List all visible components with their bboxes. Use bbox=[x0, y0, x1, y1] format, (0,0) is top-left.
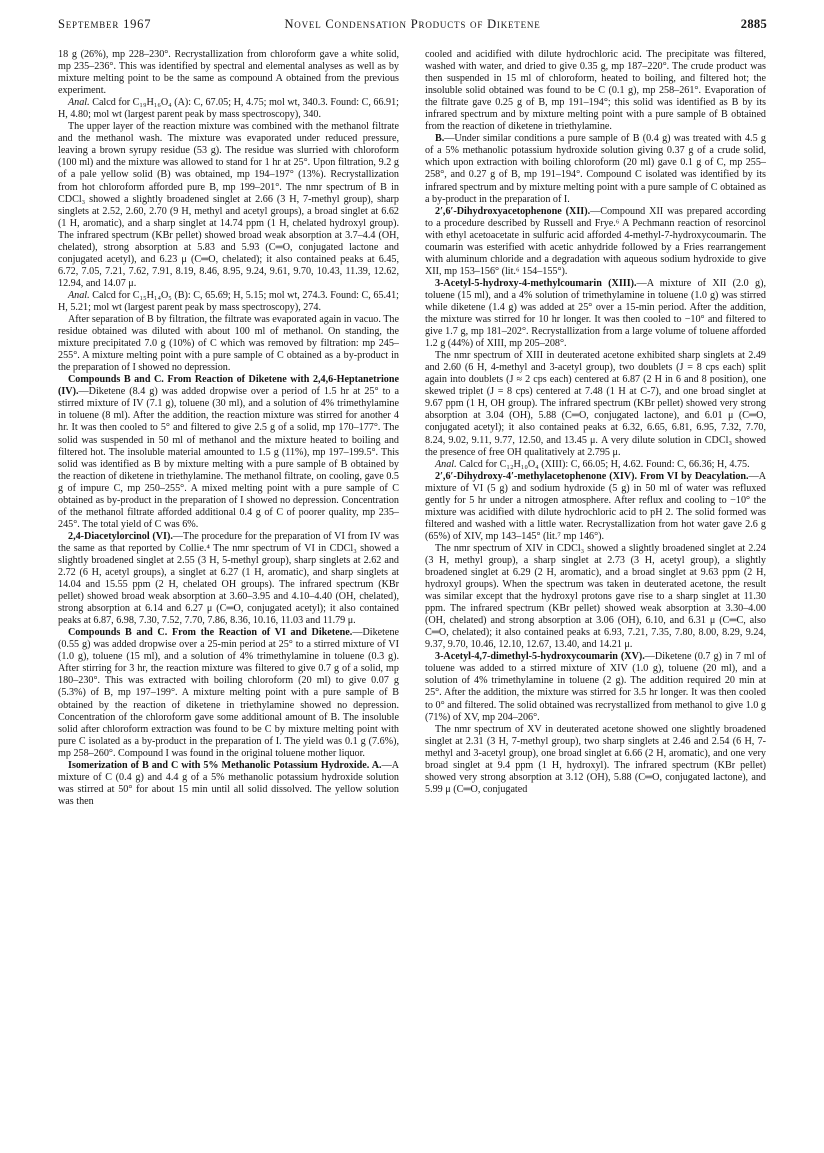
paragraph bbox=[425, 651, 766, 723]
header-date: September 1967 bbox=[58, 17, 152, 31]
paragraph-text: —Under similar conditions a pure sample of B (0.4 g) was treated with 4.5 g of a 5% methanolic potassium hydroxide solution giving 0.37 g of a crude solid, which upon extraction with boiling chloroform (20 ml) gave 0.1 g of C, mp 255–258°, and 0.27 g of B, mp 191–194°. Compound C isolated was identified by its infrared spectrum and by mixture melting point with a pure sample of C obtained as a by-product in the preparation of I. bbox=[425, 133, 766, 205]
section-heading: B. bbox=[435, 133, 445, 145]
paragraph-text: The nmr spectrum of XIII in deuterated acetone exhibited sharp singlets at 2.49 and 2.60 (6 H, 4-methyl and 3-acetyl group), two doublets (J = 8 cps each) split again into doublets (J ≈ 2 cps each) centered at 6.87 (2 H in 6 and 8 position), one skewed triplet (J = 8 cps) centered at 7.48 (1 H at C-7), and one broad singlet at 9.67 ppm (1 H, OH group). The infrared spectrum (KBr pellet) showed very strong absorption at 3.04 (OH), 5.88 (C═O, conjugated lactone), and 6.01 μ (C═O, conjugated acetyl); it also contained peaks at 6.32, 6.65, 6.81, 6.95, 7.32, 7.70, 8.24, 9.02, 9.11, 9.77, 12.50, and 13.45 μ. A very dilute solution in CDCl₃ showed the presence of free OH qualitatively at 2.795 μ. bbox=[425, 350, 766, 458]
paragraph-text: —Compound XII was prepared according to a procedure described by Russell and Frye.⁶ A Pechmann reaction of resorcinol with ethyl acetoacetate in sulfuric acid afforded 4-methyl-7-hydroxycoumarin. The coumarin was esterified with acetic anhydride followed by a Fries rearrangement with aluminum chloride and a degradation with aqueous sodium hydroxide to give XII, mp 153–156° (lit.⁶ 154–155°). bbox=[425, 205, 766, 277]
right-column bbox=[425, 49, 766, 796]
section-heading: Compounds B and C. From Reaction of Diketene with 2,4,6-Heptanetrione (IV). bbox=[58, 374, 399, 398]
paragraph bbox=[58, 760, 399, 808]
paragraph bbox=[425, 543, 766, 651]
paragraph-text: The upper layer of the reaction mixture was combined with the methanol filtrate and the methanol wash. The mixture was evaporated under reduced pressure, leaving a brown syrupy residue (53 g). The residue was slurried with chloroform (100 ml) and the mixture was allowed to stand for 1 hr at 25°. Upon filtration, 9.2 g of a pale yellow solid (B) was obtained, mp 194–197° (13%). Recrystallization from hot chloroform afforded pure B, mp 199–201°. The nmr spectrum of B in CDCl₃ showed a slightly broadened singlet at 2.66 (3 H, 7-methyl group), sharp singlets at 2.52, 2.60, 2.70 (9 H, methyl and acetyl groups), a broad singlet at 6.62 (1 H, aromatic), and a sharp singlet at 14.74 ppm (1 H, chelated hydroxyl group). The infrared spectrum (KBr pellet) showed broad weak absorption at 3.7–4.4 (OH, chelated), strong absorption at 5.83 and 5.93 (C═O, conjugated lactone and conjugated acetyl), and 6.23 μ (C═O, chelated); it also contained peaks at 6.45, 6.72, 7.05, 7.21, 7.62, 7.91, 8.19, 8.46, 8.95, 9.24, 9.61, 9.70, 10.43, 11.39, 12.62, 12.94, and 14.07 μ. bbox=[58, 121, 399, 289]
paragraph-text: After separation of B by filtration, the filtrate was evaporated again in vacuo. The residue obtained was diluted with about 100 ml of methanol. On standing, the mixture precipitated 7.0 g (10%) of C which was removed by filtration: mp 245–255°. A mixture melting point with a pure sample of C obtained as a by-product in the preparation of I showed no depression. bbox=[58, 314, 399, 374]
paragraph-text: Calcd for C₁₅H₁₄O₅ (B): C, 65.69; H, 5.15; mol wt, 274.3. Found: C, 65.41; H, 5.21; mol wt (largest parent peak by mass spectroscopy), 274. bbox=[58, 289, 399, 313]
paragraph bbox=[58, 49, 399, 97]
paragraph-text: Calcd for C₁₂H₁₀O₄ (XIII): C, 66.05; H, 4.62. Found: C, 66.36; H, 4.75. bbox=[456, 458, 750, 470]
paragraph-text: —Diketene (0.7 g) in 7 ml of toluene was added to a stirred mixture of XIV (1.0 g), toluene (20 ml), and a solution of 4% trimethylamine in toluene (2 g). The addition required 20 min at 25°. After the addition, the mixture was stirred for 3.5 hr longer. It was then cooled to 0° and filtered. The solid obtained was recrystallized from methanol to give 1.0 g (71%) of XV, mp 204–206°. bbox=[425, 651, 767, 723]
paragraph bbox=[425, 206, 766, 278]
paragraph-text: cooled and acidified with dilute hydrochloric acid. The precipitate was filtered, washed with water, and dried to give 0.35 g, mp 187–220°. The crude product was then suspended in 15 ml of chloroform, heated to boiling, and filtered hot; the insoluble solid obtained was found to be C (0.1 g), mp 258–261°. Evaporation of the filtrate gave 0.25 g of B, mp 191–194°; this solid was identified as B by its infrared spectrum and by mixture melting point with a pure sample of B obtained from the reaction of diketene in triethylamine. bbox=[425, 49, 766, 133]
paragraph bbox=[425, 278, 766, 350]
paragraph-text: —The procedure for the preparation of VI from IV was the same as that reported by Collie.⁴ The nmr spectrum of VI in CDCl₃ showed a slightly broadened singlet at 2.55 (3 H, 5-methyl group), sharp singlets at 2.62 and 2.72 (6 H, acetyl groups), a singlet at 6.27 (1 H, aromatic), and sharp singlets at 14.04 and 15.55 ppm (2 H, chelated OH groups). The infrared spectrum (KBr pellet) showed broad weak absorption at 3.60–3.95 and 4.10–4.40 (OH, chelated), strong absorption at 6.14 and 6.27 μ (C═O, conjugated acetyl); it also contained peaks at 6.87, 6.98, 7.30, 7.52, 7.70, 7.86, 8.36, 10.16, 11.03 and 11.79 μ. bbox=[58, 530, 399, 627]
left-column bbox=[58, 49, 399, 808]
paragraph bbox=[58, 121, 399, 290]
running-header bbox=[58, 17, 767, 37]
section-heading: 3-Acetyl-5-hydroxy-4-methylcoumarin (XIII). bbox=[435, 277, 637, 289]
paragraph bbox=[425, 49, 766, 133]
section-heading: 2′,6′-Dihydroxy-4′-methylacetophenone (XIV). From VI by Deacylation. bbox=[435, 470, 749, 482]
paragraph-text: The nmr spectrum of XV in deuterated acetone showed one slightly broadened singlet at 2.31 (3 H, 7-methyl group), two sharp singlets at 2.46 and 2.54 (6 H, 7-methyl and 3-acetyl group), one broad singlet at 6.66 (2 H, aromatic), and one very broad singlet at 9.4 ppm (1 H, hydroxyl). The infrared spectrum (KBr pellet) showed very strong absorption at 3.12 (OH), 5.88 (C═O, conjugated lactone), and 5.99 μ (C═O, conjugated bbox=[425, 723, 766, 795]
paragraph-text: —Diketene (0.55 g) was added dropwise over a 25-min period at 25° to a stirred mixture of VI (1.0 g), toluene (15 ml), and a solution of 4% trimethylamine in toluene (0.3 g). After stirring for 3 hr, the reaction mixture was filtered to give 0.7 g of a solid, mp 180–230°. This was extracted with boiling chloroform (20 ml) to give 0.07 g (5.3%) of B, mp 197–199°. A mixture melting point with a pure sample of B obtained by the reaction of diketene in triethylamine showed no depression. Concentration of the chloroform gave some additional amount of B. The insoluble solid after chloroform extraction was found to be C by mixture melting point with pure C isolated as a by-product in the preparation of I. The yield was 0.1 g (7.6%), mp 258–260°. Compound I was found in the original toluene mother liquor. bbox=[58, 627, 399, 759]
paragraph bbox=[425, 471, 766, 543]
analysis-label: Anal. bbox=[435, 458, 457, 470]
paragraph bbox=[425, 133, 766, 205]
paragraph-text: Calcd for C₁₉H₁₆O₄ (A): C, 67.05; H, 4.75; mol wt, 340.3. Found: C, 66.91; H, 4.80; mol wt (largest parent peak by mass spectroscopy), 340. bbox=[58, 97, 399, 121]
page-number: 2885 bbox=[740, 17, 767, 31]
paragraph-text: —A mixture of C (0.4 g) and 4.4 g of a 5% methanolic potassium hydroxide solution was stirred at 50° for about 15 min until all solid dissolved. The yellow solution was then bbox=[58, 759, 399, 807]
paragraph bbox=[58, 627, 399, 760]
paragraph-text: —A mixture of XII (2.0 g), toluene (15 ml), and a 4% solution of trimethylamine in toluene (1.0 g) was stirred while diketene (1.4 g) was added at 25° over a 15-min period. After the addition, the mixture was stirred for 10 hr longer. It was then cooled to −10° and filtered to give 1.7 g, mp 181–202°. Recrystallization from a large volume of toluene afforded 1.2 g (44%) of XIII, mp 205–208°. bbox=[425, 277, 766, 350]
paragraph bbox=[58, 314, 399, 374]
header-title: Novel Condensation Products of Diketene bbox=[284, 17, 541, 31]
paragraph bbox=[58, 531, 399, 627]
section-heading: 2,4-Diacetylorcinol (VI). bbox=[68, 530, 173, 542]
analysis-label: Anal. bbox=[68, 289, 90, 301]
analysis-label: Anal. bbox=[68, 97, 90, 109]
paragraph-text: 18 g (26%), mp 228–230°. Recrystallization from chloroform gave a white solid, mp 235–236°. This was identified by spectral and elemental analyses as well as by mixture melting point to be the same as compound A obtained from the previous experiment. bbox=[58, 49, 399, 97]
paragraph-text: —A mixture of VI (5 g) and sodium hydroxide (5 g) in 50 ml of water was refluxed gently for 5 hr under a nitrogen atmosphere. After reflux and cooling to −10° the mixture was acidified with dilute hydrochloric acid to pH 2. The solid formed was filtered and washed with a little water. Recrystallization from hot water gave 2.6 g (65%) of XIV, mp 143–145° (lit.⁷ mp 146°). bbox=[425, 470, 766, 542]
section-heading: 3-Acetyl-4,7-dimethyl-5-hydroxycoumarin (XV). bbox=[435, 651, 645, 663]
paragraph bbox=[425, 459, 766, 471]
paragraph bbox=[58, 374, 399, 531]
paragraph-text: —Diketene (8.4 g) was added dropwise over a period of 1.5 hr at 25° to a stirred mixture of IV (7.1 g), toluene (30 ml), and a solution of 4% trimethylamine in toluene (8 ml). After the addition, the reaction mixture was stirred for another 4 hr. It was then cooled to 5° and filtered to give 2.5 g of a solid, mp 170–177°. The solid was suspended in 50 ml of methanol and the mixture heated to boiling and filtered hot. The insoluble material amounted to 1.5 g (11%), mp 197–199.5°. This solid was identified as B by mixture melting with a pure sample of B obtained by the reaction of diketene in triethylamine. The methanol filtrate, on cooling, gave 0.5 g of impure C, mp 250–255°. A mixed melting point with a pure sample of C obtained as by-product in the preparation of I showed no depression. Concentration of the methanol filtrate afforded additional 0.4 g of C of poorer quality, mp 235–245°. The total yield of C was 6%. bbox=[58, 386, 399, 530]
paragraph bbox=[58, 290, 399, 314]
section-heading: Isomerization of B and C with 5% Methanolic Potassium Hydroxide. A. bbox=[68, 759, 382, 771]
section-heading: Compounds B and C. From the Reaction of VI and Diketene. bbox=[68, 627, 353, 639]
paragraph bbox=[425, 350, 766, 458]
paragraph bbox=[58, 97, 399, 121]
paragraph-text: The nmr spectrum of XIV in CDCl₃ showed a slightly broadened singlet at 2.24 (3 H, methyl group), a sharp singlet at 2.73 (3 H, acetyl group), a slightly broadened singlet at 6.29 (2 H, aromatic), and a broad singlet at 9.63 ppm (2 H, hydroxyl groups). When the spectrum was taken in deuterated acetone, the result was similar except that the hydroxyl protons gave rise to a sharp singlet at 11.30 ppm. The infrared spectrum (KBr pellet) showed weak absorption at 3.30–4.00 (OH, chelated) and strong absorption at 3.06 (OH), 6.10, and 6.31 μ (C═C, also C═O, chelated); it also contained peaks at 6.93, 7.21, 7.35, 7.80, 8.00, 8.29, 9.24, 9.37, 9.70, 10.46, 12.10, 12.67, 13.40, and 14.21 μ. bbox=[425, 542, 766, 651]
section-heading: 2′,6′-Dihydroxyacetophenone (XII). bbox=[435, 205, 591, 217]
paragraph bbox=[425, 724, 766, 796]
